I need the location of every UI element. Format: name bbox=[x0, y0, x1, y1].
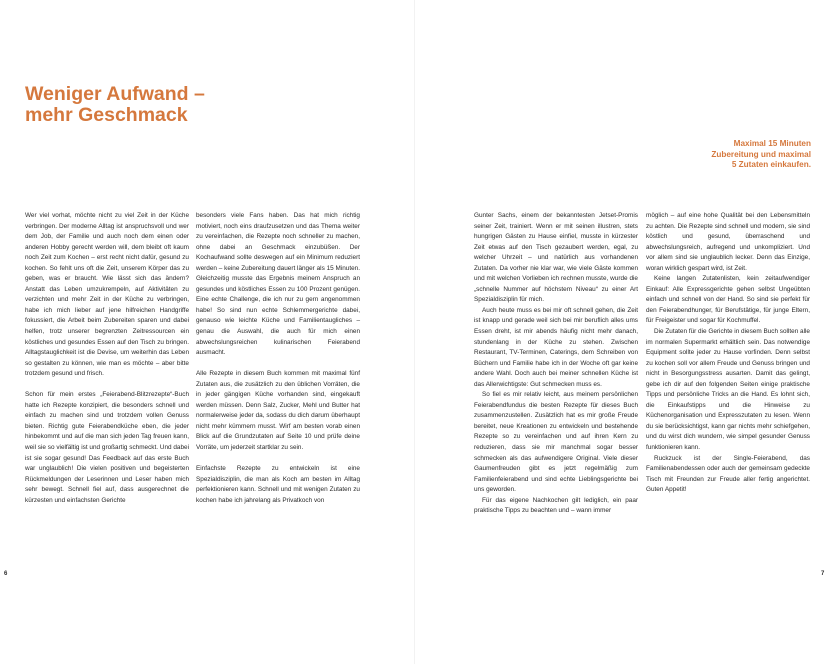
sidenote-line-2: Zubereitung und maximal bbox=[711, 149, 811, 159]
paragraph: Alle Rezepte in diesem Buch kommen mit maximal fünf Zutaten aus, die zusätzlich zu den üblichen Vorräten, die in jeder gängigen Küche vorhanden sind, eingekauft werden müssen. Denn Salz, Zucker, Mehl und Butter hat normalerweise jeder da, sodass du dich darum überhaupt nicht mehr kümmern musst. Wirf am besten vorab einen Blick auf die Grundzutaten auf Seite 10 und prüfe deine Vorräte, um jederzeit startklar zu sein. bbox=[196, 370, 360, 452]
text-column-4 bbox=[646, 211, 810, 496]
heading-line-2: mehr Geschmack bbox=[25, 104, 188, 126]
paragraph: Einfachste Rezepte zu entwickeln ist eine Spezialdisziplin, die man als Koch am besten im Alltag perfektionieren kann. Schnell und mit wenigen Zutaten zu kochen habe ich jahrelang als Privatkoch von bbox=[196, 465, 360, 504]
paragraph: Für das eigene Nachkochen gilt lediglich, ein paar praktische Tipps zu beachten und – wann immer bbox=[474, 496, 638, 515]
paragraph: Wer viel vorhat, möchte nicht zu viel Zeit in der Küche verbringen. Der moderne Alltag ist anspruchsvoll und wer dem Job, der Familie und auch noch dem einen oder anderen Hobby gerecht werden will, dem bleibt oft kaum noch Zeit zum Kochen – erst recht nicht dafür, gesund zu kochen. So fehlt uns oft die Zeit, unserem Körper das zu geben, was er braucht. Wie lässt sich das ändern? Anstatt das Leben umzukrempeln, auf Aktivitäten zu verzichten und mehr Zeit in der Küche zu verbringen, habe ich mich lieber auf jene hilfreichen Handgriffe fokussiert, die Arbeit beim Zubereiten sparen und dabei helfen, trotz unserer begrenzten Zeitressourcen ein köstliches und gesundes Essen auf den Tisch zu bringen. Alltagstauglichkeit ist die Devise, um weiterhin das Leben so gestalten zu können, wie man es möchte – aber bitte trotzdem gesund und frisch. bbox=[25, 212, 189, 378]
paragraph: Ruckzuck ist der Single-Feierabend, das Familienabendessen oder auch der gemeinsam gedeckte Tisch mit Freunden zur Freude aller fertig angerichtet. Guten Appetit! bbox=[646, 454, 810, 494]
paragraph: Schon für mein erstes „Feierabend-Blitzrezepte“-Buch hatte ich Rezepte konzipiert, die besonders schnell und einfach zu machen sind und trotzdem vollen Genuss bieten. Richtig gute Feierabendküche eben, die jeder hinbekommt und auf die man sich jeden Tag freuen kann, weil sie so vielfältig ist und großartig schmeckt. Und dabei ist sie sogar gesund! Das Feedback auf das erste Buch war unglaublich! Die vielen positiven und begeisterten Rückmeldungen der Leserinnen und Leser haben mich sehr bewegt. Schnell fiel auf, dass ausgerechnet die kürzesten und einfachsten Gerichte bbox=[25, 391, 189, 504]
heading-line-1: Weniger Aufwand – bbox=[25, 83, 205, 105]
paragraph: Auch heute muss es bei mir oft schnell gehen, die Zeit ist knapp und gerade weil sich bei mir beruflich alles ums Essen dreht, ist mir abends häufig nicht mehr danach, stundenlang in der Küche zu stehen. Zwischen Restaurant, TV-Terminen, Caterings, dem Schreiben von Büchern und Familie habe ich in der Woche oft gar keine andere Wahl. Doch auch bei meiner schnellen Küche ist das Allerwichtigste: Gut schmecken muss es. bbox=[474, 306, 638, 388]
paragraph: Keine langen Zutatenlisten, kein zeitaufwendiger Einkauf: Alle Expressgerichte gehen selbst Ungeübten einfach und schnell von der Hand. So sind sie perfekt für den Feierabendhunger, für Berufstätige, für junge Eltern, für Freigeister und sogar für Kochmuffel. bbox=[646, 275, 810, 325]
page-number-right: 7 bbox=[821, 571, 825, 577]
text-column-3 bbox=[474, 211, 638, 517]
sidenote-line-1: Maximal 15 Minuten bbox=[733, 139, 811, 148]
text-column-1 bbox=[25, 211, 189, 506]
paragraph: besonders viele Fans haben. Das hat mich richtig motiviert, noch eins draufzusetzen und das Thema weiter zu vereinfachen, die Rezepte noch schneller zu machen, ohne dabei an Geschmack einzubüßen. Der Kochaufwand sollte deswegen auf ein Minimum reduziert werden – keine Zubereitung dauert länger als 15 Minuten. Gleichzeitig musste das Ergebnis meinem Anspruch an gesundes und köstliches Essen zu 100 Prozent genügen. Eine echte Challenge, die ich nur zu gern angenommen habe! So sind nun echte Schlemmergerichte dabei, genauso wie leichte Küche und Familientaugliches – genau die Auswahl, die auch für mich einen abwechslungsreichen kulinarischen Feierabend ausmacht. bbox=[196, 212, 360, 357]
sidenote bbox=[611, 139, 811, 171]
text-column-2 bbox=[196, 211, 360, 506]
sidenote-line-3: 5 Zutaten einkaufen. bbox=[731, 160, 811, 170]
paragraph: möglich – auf eine hohe Qualität bei den Lebensmitteln zu achten. Die Rezepte sind schnell und modern, sie sind köstlich und gesund, überraschend und abwechslungsreich, aufregend und unkompliziert. Und vor allem sind sie unglaublich lecker. Denn das Einzige, woran wirklich gespart wird, ist Zeit. bbox=[646, 212, 810, 272]
page-number-left: 6 bbox=[4, 571, 8, 577]
chapter-heading bbox=[25, 84, 325, 126]
paragraph: Gunter Sachs, einem der bekanntesten Jetset-Promis seiner Zeit, trainiert. Wenn er mit seinen illustren, stets hungrigen Gästen zu Hause einfiel, musste in kürzester Zeit etwas auf den Tisch gezaubert werden, egal, zu welcher Uhrzeit – und natürlich aus vorhandenen Zutaten. Da vorher nie klar war, wie viele Gäste kommen und mit welchen Vorlieben ich rechnen musste, wurde die „schnelle Nummer auf höchstem Niveau“ zu einer Art Spezialdisziplin für mich. bbox=[474, 212, 638, 304]
paragraph: So fiel es mir relativ leicht, aus meinem persönlichen Feierabendfundus die besten Rezepte für dieses Buch zusammenzustellen. Zusätzlich hat es mir große Freude bereitet, neue Kreationen zu entwickeln und bestehende Rezepte so zu vereinfachen und auf ihren Kern zu reduzieren, dass sie mir manchmal sogar besser schmecken als das aufwendigere Original. Viele dieser Gaumenfreuden gibt es jetzt regelmäßig zum Familienfeierabend und sind echte Lieblingsgerichte bei uns geworden. bbox=[474, 391, 638, 494]
paragraph: Die Zutaten für die Gerichte in diesem Buch sollten alle im normalen Supermarkt erhältlich sein. Das notwendige Equipment sollte jeder zu Hause vorfinden. Denn selbst zu kochen soll vor allem Freude und Genuss bringen und nicht in Besorgungsstress ausarten. Damit das gelingt, gebe ich dir auf den folgenden Seiten einige praktische Tipps und persönliche Tricks an die Hand. Es lohnt sich, die Einkaufstipps und die Hinweise zu Küchenorganisation und Expresszutaten zu lesen. Wenn du sie berücksichtigst, kann gar nichts mehr schiefgehen, und du wirst dich wundern, wie simpel gesunder Genuss funktionieren kann. bbox=[646, 328, 810, 452]
